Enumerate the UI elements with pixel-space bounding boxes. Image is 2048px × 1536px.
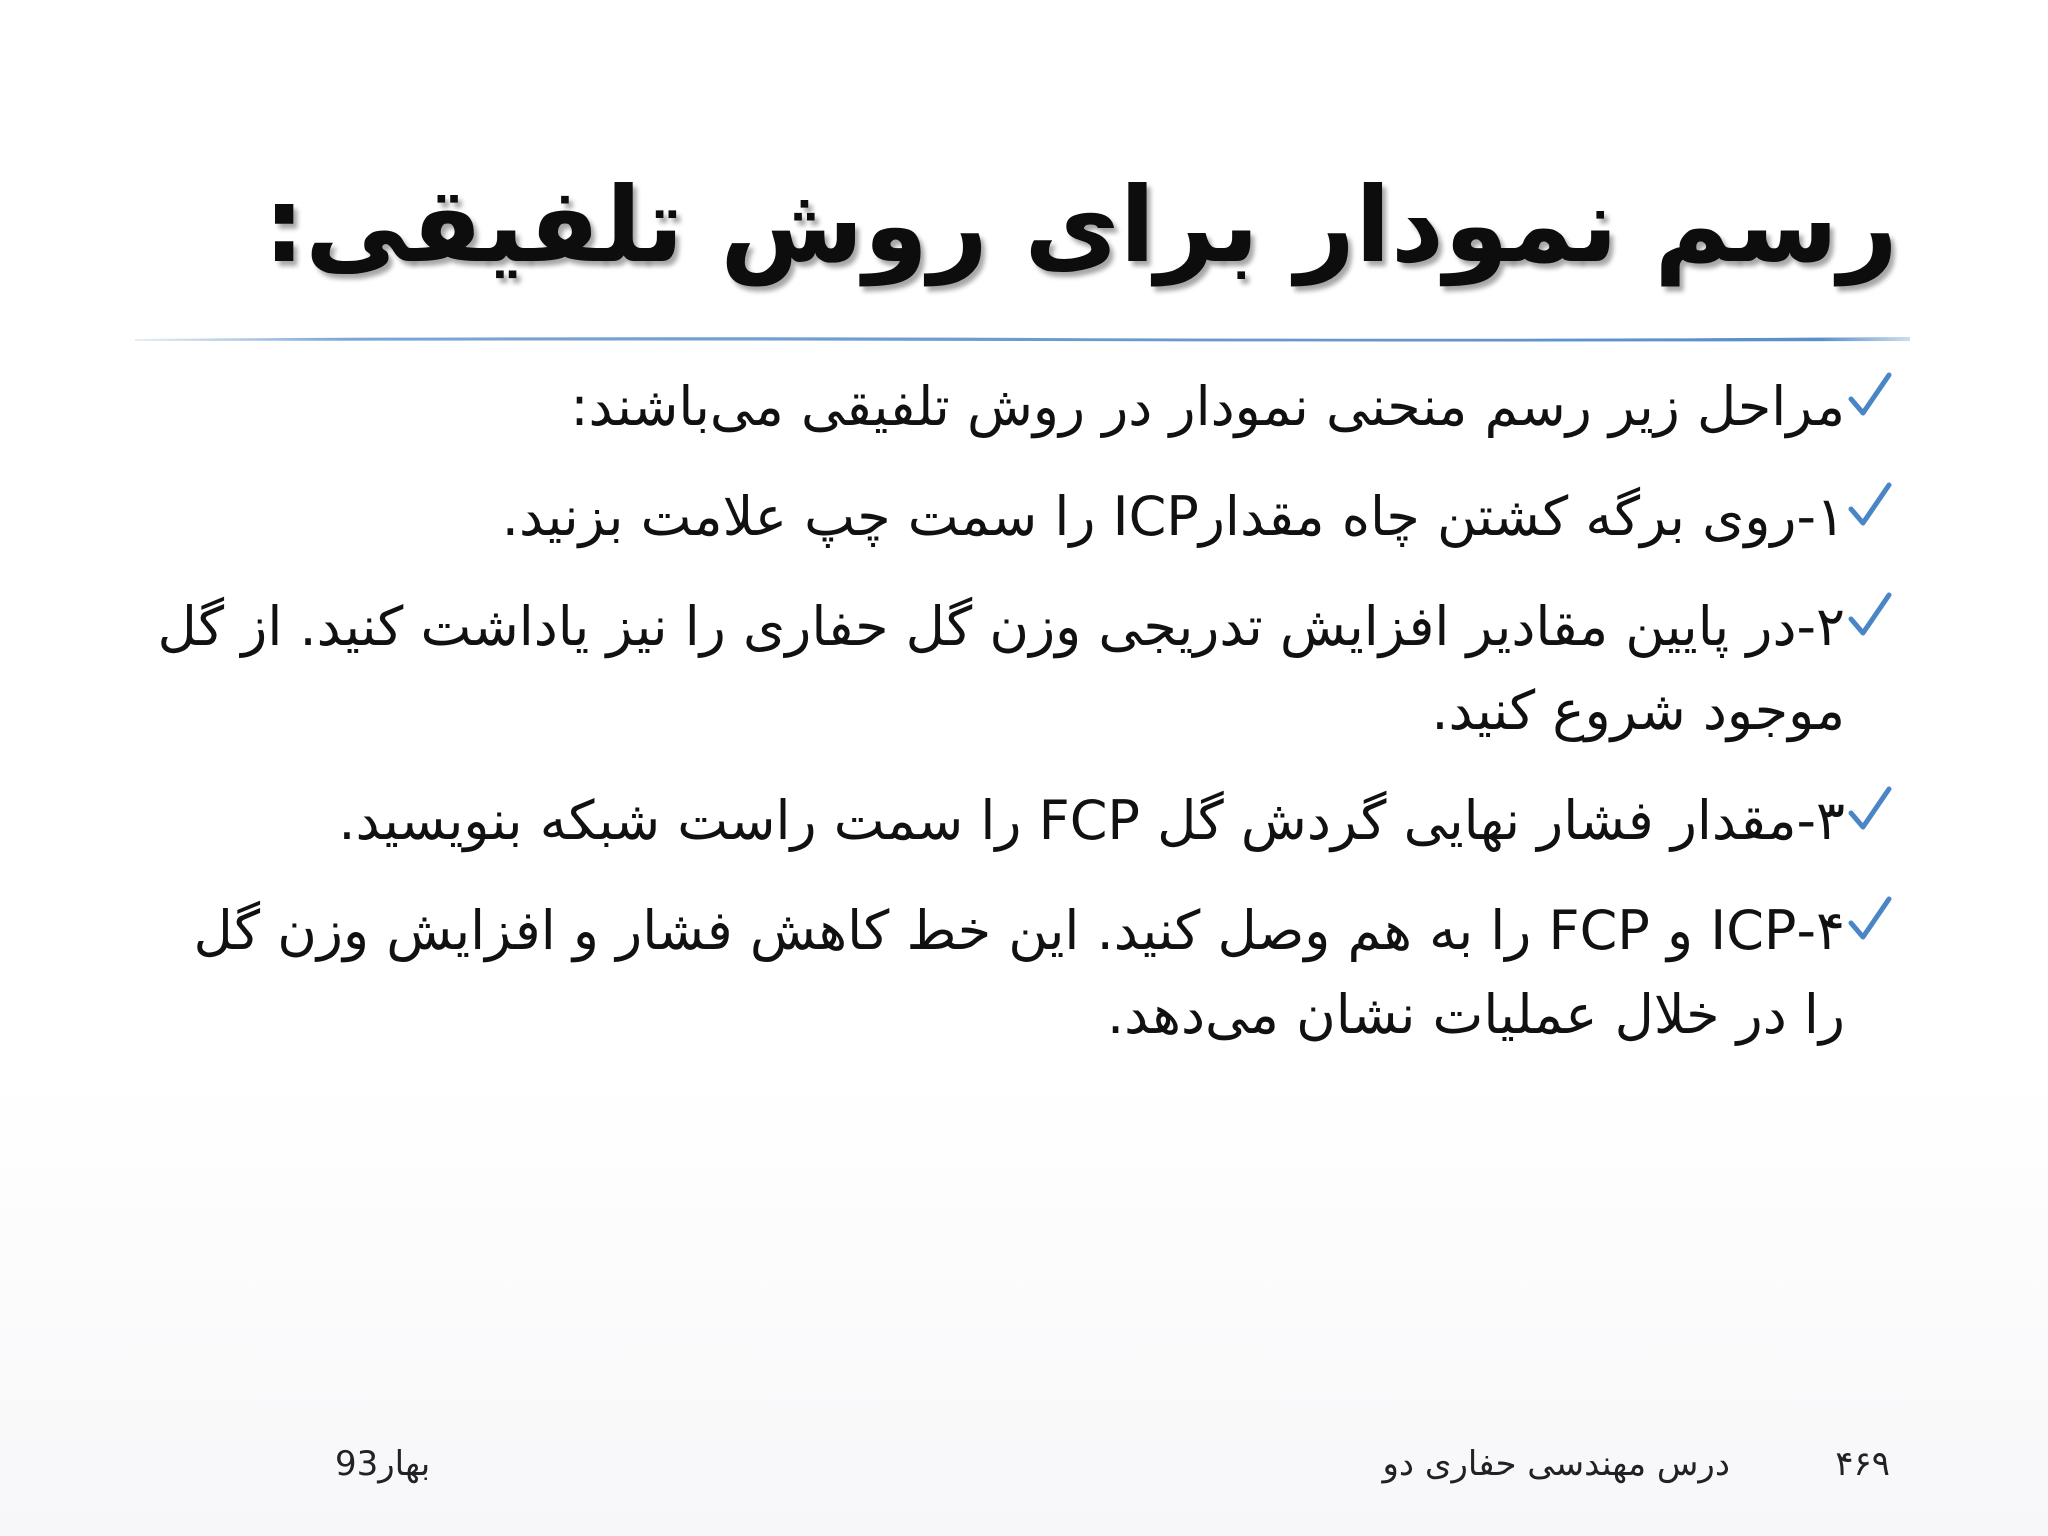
list-item (153, 365, 1893, 449)
page-number: ۴۶۹ (1835, 1444, 1890, 1484)
bullet-text: ۲-در پایین مقادیر افزایش تدریجی وزن گل حفاری را نیز یاداشت کنید. از گل موجود شروع کنید. (157, 595, 1845, 742)
bullet-text: ۴-ICP و FCP را به هم وصل کنید. این خط کاهش فشار و افزایش وزن گل را در خلال عملیات نشان می‌دهد. (193, 899, 1845, 1046)
slide-title: رسم نمودار برای روش تلفیقی: (263, 164, 1898, 286)
checkmark-icon (1847, 367, 1893, 427)
term-label: بهار93 (335, 1444, 431, 1484)
checkmark-icon (1847, 891, 1893, 951)
bullet-text: مراحل زیر رسم منحنی نمودار در روش تلفیقی می‌باشند: (570, 375, 1845, 438)
list-item (153, 475, 1893, 559)
list-item (153, 779, 1893, 863)
bullet-text: ۱-روی برگه کشتن چاه مقدارICP را سمت چپ علامت بزنید. (501, 485, 1845, 548)
title-divider (135, 333, 1910, 343)
list-item (153, 889, 1893, 1057)
checkmark-icon (1847, 477, 1893, 537)
checkmark-icon (1847, 587, 1893, 647)
checkmark-icon (1847, 781, 1893, 841)
list-item (153, 585, 1893, 753)
bullet-list (153, 365, 1893, 1083)
course-name: درس مهندسی حفاری دو (1382, 1444, 1730, 1484)
bullet-text: ۳-مقدار فشار نهایی گردش گل FCP را سمت راست شبکه بنویسید. (338, 789, 1845, 852)
